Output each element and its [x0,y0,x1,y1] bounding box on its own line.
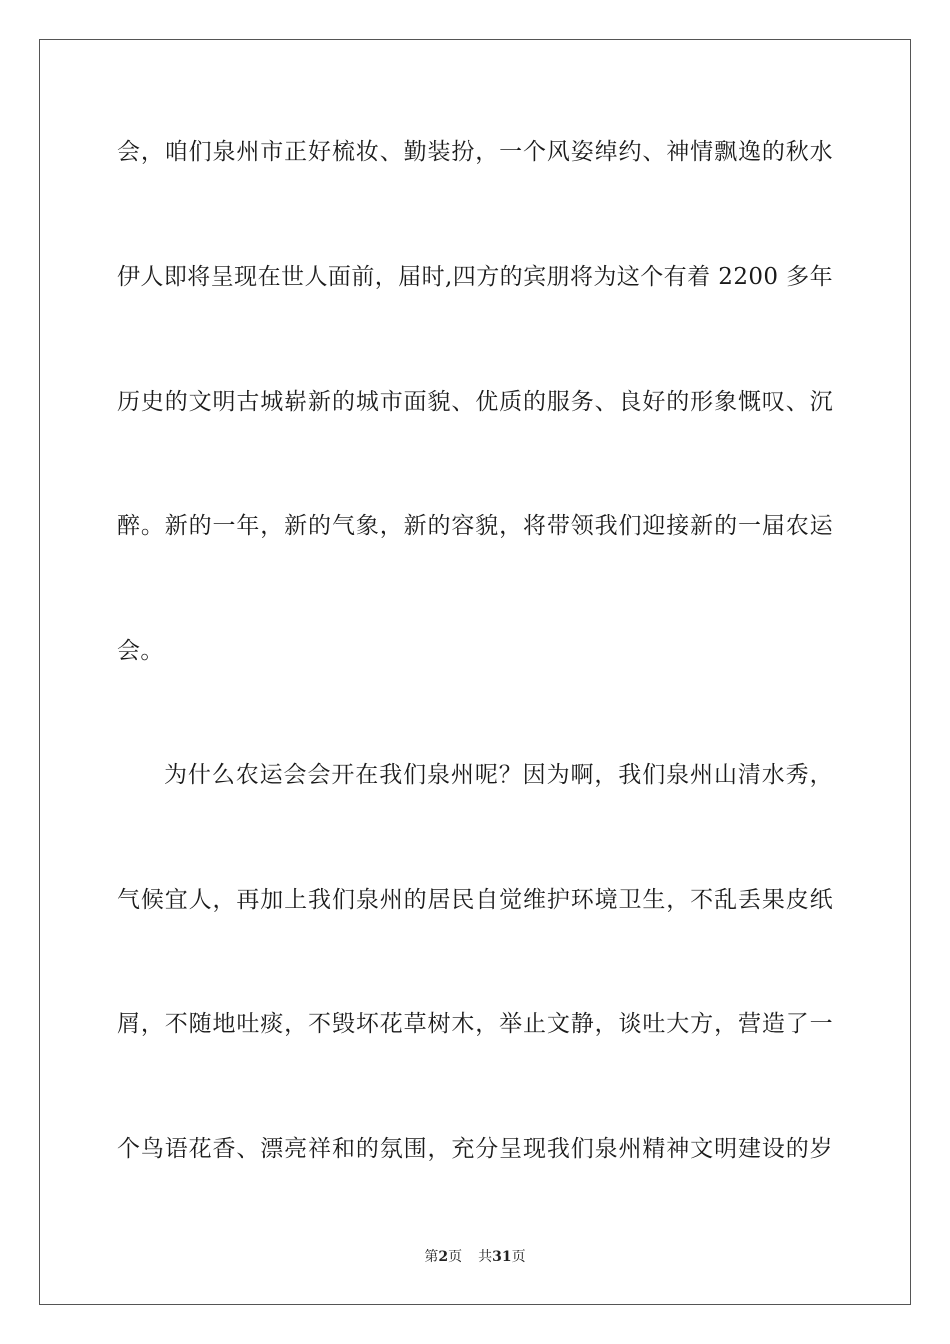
page-footer [0,1247,950,1267]
page-number-current: 2 [438,1249,449,1265]
page-total-prefix: 共 [478,1249,493,1265]
text-line-7: 气候宜人，再加上我们泉州的居民自觉维护环境卫生，不乱丢果皮纸 [117,887,833,913]
text-line-8: 屑，不随地吐痰，不毁坏花草树木，举止文静，谈吐大方，营造了一 [117,1011,833,1037]
page-total-suffix: 页 [511,1249,526,1265]
paragraph-first-line: 为什么农运会会开在我们泉州呢？因为啊，我们泉州山清水秀， [164,762,833,788]
page-border [39,39,911,1305]
page-number-suffix: 页 [448,1249,463,1265]
page-number-prefix: 第 [424,1249,439,1265]
text-line-3: 历史的文明古城崭新的城市面貌、优质的服务、良好的形象慨叹、沉 [117,389,833,415]
text-line-2: 伊人即将呈现在世人面前，届时,四方的宾朋将为这个有着 2200 多年 [117,264,833,290]
page-total-count: 31 [492,1249,512,1265]
text-line-4: 醉。新的一年，新的气象，新的容貌，将带领我们迎接新的一届农运 [117,513,833,539]
text-line-5: 会。 [117,638,164,664]
text-line-9: 个鸟语花香、漂亮祥和的氛围，充分呈现我们泉州精神文明建设的岁 [117,1136,833,1162]
text-line-1: 会，咱们泉州市正好梳妆、勤装扮，一个风姿绰约、神情飘逸的秋水 [117,139,833,165]
